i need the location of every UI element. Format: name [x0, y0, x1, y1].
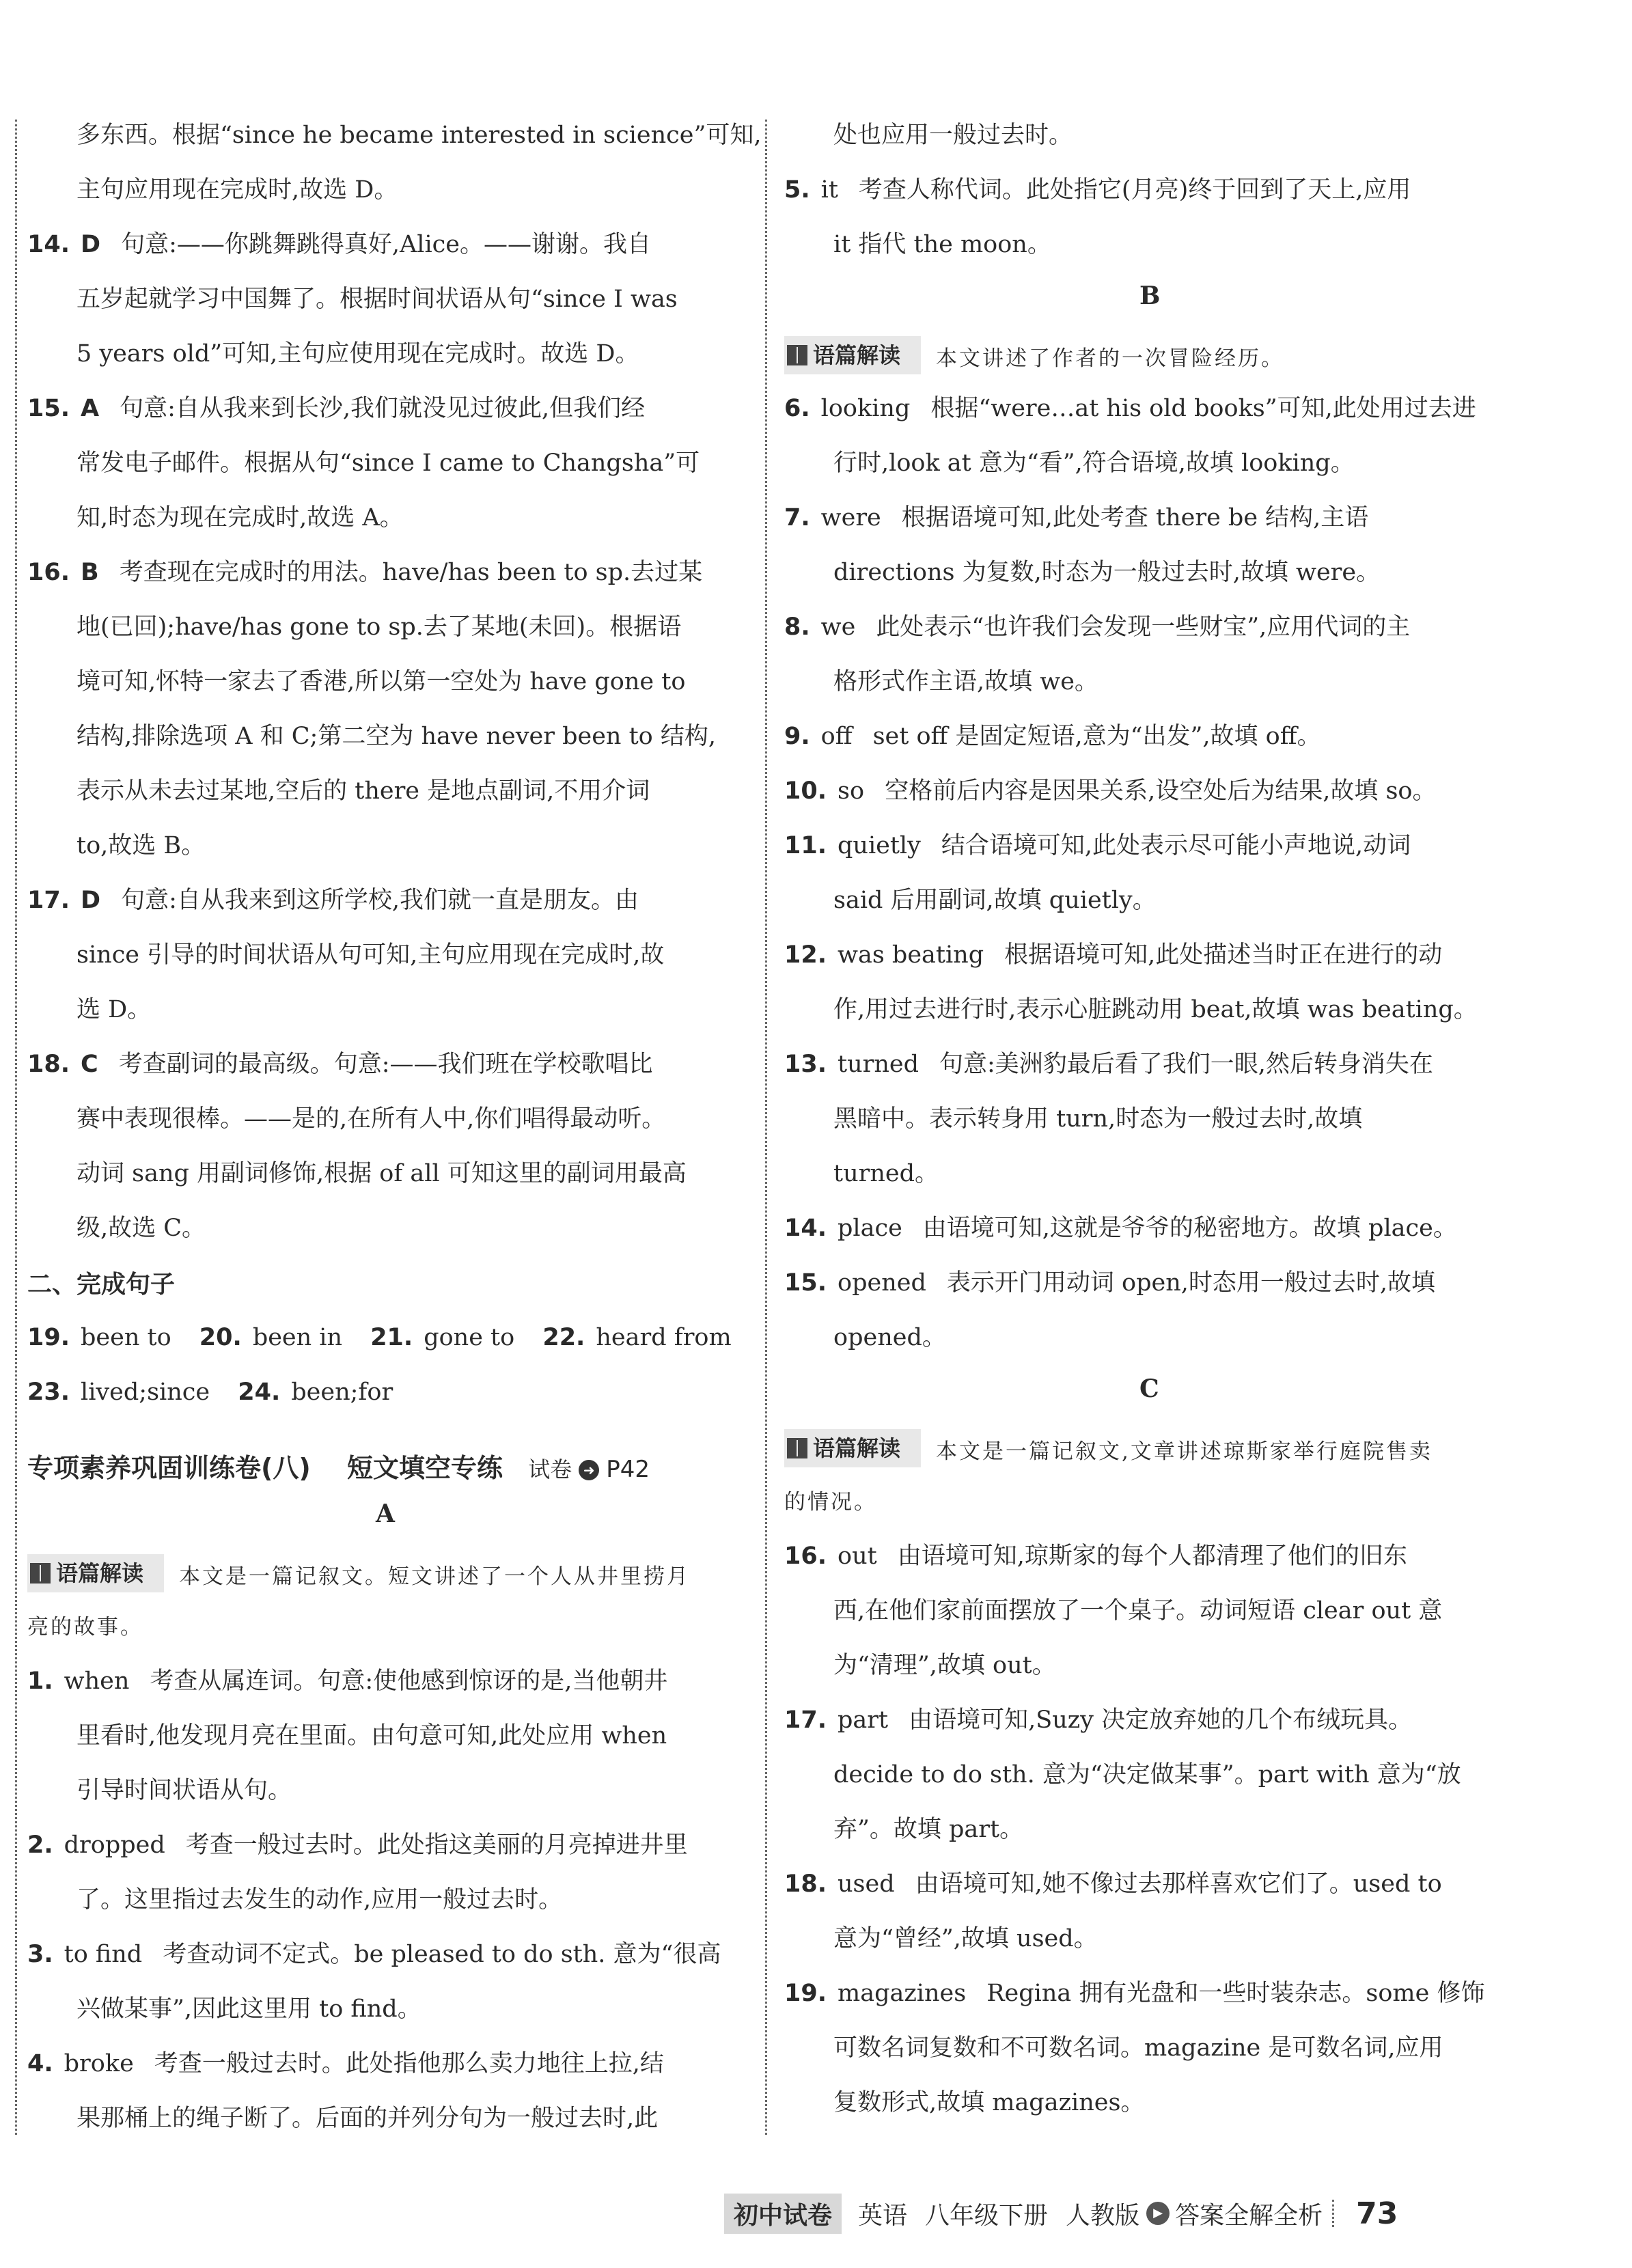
text-line: to,故选 B。	[77, 832, 206, 859]
reading-tag: 语篇解读	[784, 336, 921, 374]
text-line: 知,时态为现在完成时,故选 A。	[77, 504, 404, 531]
text-line: said 后用副词,故填 quietly。	[833, 887, 1157, 914]
text-line: 表示从未去过某地,空后的 there 是地点副词,不用介词	[77, 777, 650, 805]
text-line: 境可知,怀特一家去了香港,所以第一空处为 have gone to	[77, 668, 686, 695]
answer-5: 5. it 考查人称代词。此处指它(月亮)终于回到了天上,应用	[784, 176, 1411, 204]
question-number: 18.	[27, 1051, 70, 1078]
answer-15: 15. opened 表示开门用动词 open,时态用一般过去时,故填	[784, 1269, 1435, 1297]
column-divider	[765, 120, 767, 2135]
answer-word: quietly	[838, 832, 921, 859]
title-sub: 短文填空专练	[346, 1453, 503, 1483]
answer-choice: A	[81, 395, 100, 422]
text-line: 5 years old”可知,主句应使用现在完成时。故选 D。	[77, 340, 639, 368]
part-label: B	[1139, 281, 1161, 310]
answer-word: so	[838, 777, 865, 805]
part-label: C	[1139, 1374, 1159, 1403]
answer-word: we	[820, 613, 856, 641]
answer-4: 4. broke 考查一般过去时。此处指他那么卖力地往上拉,结	[27, 2050, 664, 2077]
paper-ref-label: 试卷	[528, 1456, 572, 1482]
text-line: opened。	[833, 1324, 946, 1351]
reading-analysis: 语篇解读 本文是一篇记叙文,文章讲述琼斯家举行庭院售卖	[784, 1429, 1433, 1469]
text-line: since 引导的时间状语从句可知,主句应用现在完成时,故	[77, 941, 665, 969]
text-line: turned。	[833, 1160, 939, 1187]
text-line: 弃”。故填 part。	[833, 1816, 1024, 1843]
answer-10: 10. so 空格前后内容是因果关系,设空处后为结果,故填 so。	[784, 777, 1437, 805]
text-line: 主句应用现在完成时,故选 D。	[77, 176, 398, 204]
answer-8: 8. we 此处表示“也许我们会发现一些财宝”,应用代词的主	[784, 613, 1411, 641]
book-icon	[787, 345, 807, 365]
arrow-right-icon: ➜	[579, 1460, 599, 1480]
answer-2: 2. dropped 考查一般过去时。此处指这美丽的月亮掉进井里	[27, 1831, 688, 1859]
paper-ref-page: P42	[606, 1456, 650, 1483]
answer-word: off	[820, 723, 853, 750]
answer-word: turned	[838, 1051, 919, 1078]
reading-tag: 语篇解读	[784, 1429, 921, 1467]
answer-9: 9. off set off 是固定短语,意为“出发”,故填 off。	[784, 723, 1321, 750]
text-line: 引导时间状语从句。	[77, 1777, 292, 1804]
text-line: 作,用过去进行时,表示心脏跳动用 beat,故填 was beating。	[833, 996, 1478, 1023]
text-line: 亮的故事。	[27, 1615, 143, 1640]
answer-13: 13. turned 句意:美洲豹最后看了我们一眼,然后转身消失在	[784, 1051, 1433, 1078]
text-line: it 指代 the moon。	[833, 231, 1051, 258]
section-heading: 二、完成句子	[27, 1271, 176, 1299]
text-line: 格形式作主语,故填 we。	[833, 668, 1098, 695]
reading-tag: 语篇解读	[27, 1554, 164, 1592]
answer-word: part	[838, 1706, 889, 1734]
answer-word: to find	[64, 1941, 143, 1968]
question-number: 16.	[27, 559, 70, 586]
answer-word: broke	[64, 2050, 134, 2077]
answer-word: were	[820, 504, 881, 531]
footer-label: 答案全解全析	[1175, 2201, 1323, 2230]
series-brand: 初中试卷	[724, 2194, 842, 2234]
answer-word: used	[838, 1870, 895, 1898]
answer-6: 6. looking 根据“were…at his old books”可知,此处用过去进	[784, 395, 1476, 422]
text-line: 了。这里指过去发生的动作,应用一般过去时。	[77, 1886, 563, 1913]
fill-answers-row: 19. been to 20. been in 21. gone to 22. heard from	[27, 1324, 732, 1351]
answer-choice: B	[81, 559, 99, 586]
answer-12: 12. was beating 根据语境可知,此处描述当时正在进行的动	[784, 941, 1443, 969]
answer-word: looking	[820, 395, 911, 422]
text-line: 里看时,他发现月亮在里面。由句意可知,此处应用 when	[77, 1722, 667, 1750]
book-icon	[787, 1438, 807, 1458]
page-footer	[724, 2193, 1398, 2234]
answer-14: 14. D 句意:——你跳舞跳得真好,Alice。——谢谢。我自	[27, 231, 651, 258]
text-line: 的情况。	[784, 1490, 877, 1515]
answer-19: 19. magazines Regina 拥有光盘和一些时装杂志。some 修饰	[784, 1980, 1485, 2007]
text-line: 黑暗中。表示转身用 turn,时态为一般过去时,故填	[833, 1105, 1363, 1133]
answer-word: it	[820, 176, 838, 204]
text-line: 处也应用一般过去时。	[833, 122, 1073, 149]
text-line: 行时,look at 意为“看”,符合语境,故填 looking。	[833, 450, 1355, 477]
answer-word: place	[838, 1215, 902, 1242]
answer-17: 17. part 由语境可知,Suzy 决定放弃她的几个布绒玩具。	[784, 1706, 1413, 1734]
part-label: A	[376, 1499, 395, 1528]
text-line: 赛中表现很棒。——是的,在所有人中,你们唱得最动听。	[77, 1105, 666, 1133]
question-number: 17.	[27, 887, 70, 914]
answer-word: magazines	[838, 1980, 967, 2007]
answer-18: 18. C 考查副词的最高级。句意:——我们班在学校歌唱比	[27, 1051, 653, 1078]
answer-word: opened	[838, 1269, 926, 1297]
text-line: 意为“曾经”,故填 used。	[833, 1925, 1098, 1952]
answer-16: 16. B 考查现在完成时的用法。have/has been to sp.去过某	[27, 559, 703, 586]
text-line: 果那桶上的绳子断了。后面的并列分句为一般过去时,此	[77, 2105, 659, 2132]
text-line: 兴做某事”,因此这里用 to find。	[77, 1995, 421, 2023]
text-line: 级,故选 C。	[77, 1215, 206, 1242]
answer-choice: D	[81, 231, 101, 258]
book-icon	[30, 1563, 51, 1584]
question-number: 15.	[27, 395, 70, 422]
grade: 八年级下册	[925, 2201, 1049, 2230]
answer-11: 11. quietly 结合语境可知,此处表示尽可能小声地说,动词	[784, 832, 1411, 859]
text-line: 动词 sang 用副词修饰,根据 of all 可知这里的副词用最高	[77, 1160, 687, 1187]
text-line: 选 D。	[77, 996, 152, 1023]
subject: 英语	[858, 2201, 908, 2230]
answer-15: 15. A 句意:自从我来到长沙,我们就没见过彼此,但我们经	[27, 395, 646, 422]
exercise-title	[27, 1447, 650, 1484]
text-line: 为“清理”,故填 out。	[833, 1652, 1056, 1679]
answer-3: 3. to find 考查动词不定式。be pleased to do sth. 意为“很高	[27, 1941, 721, 1968]
reading-analysis: 语篇解读 本文是一篇记叙文。短文讲述了一个人从井里捞月	[27, 1554, 690, 1594]
answer-word: out	[838, 1543, 877, 1570]
edition: 人教版	[1066, 2201, 1140, 2230]
play-icon: ▶	[1146, 2202, 1170, 2225]
answer-14: 14. place 由语境可知,这就是爷爷的秘密地方。故填 place。	[784, 1215, 1457, 1242]
answer-16: 16. out 由语境可知,琼斯家的每个人都清理了他们的旧东	[784, 1543, 1407, 1570]
text-line: 结构,排除选项 A 和 C;第二空为 have never been to 结构,	[77, 723, 716, 750]
answer-7: 7. were 根据语境可知,此处考查 there be 结构,主语	[784, 504, 1369, 531]
text-line: 复数形式,故填 magazines。	[833, 2089, 1145, 2116]
text-line: 可数名词复数和不可数名词。magazine 是可数名词,应用	[833, 2034, 1443, 2062]
text-line: 西,在他们家前面摆放了一个桌子。动词短语 clear out 意	[833, 1597, 1443, 1624]
answer-17: 17. D 句意:自从我来到这所学校,我们就一直是朋友。由	[27, 887, 639, 914]
title-main: 专项素养巩固训练卷(八)	[27, 1453, 311, 1483]
text-line: 多东西。根据“since he became interested in science”可知,	[77, 122, 762, 149]
question-number: 14.	[27, 231, 70, 258]
answer-18: 18. used 由语境可知,她不像过去那样喜欢它们了。used to	[784, 1870, 1442, 1898]
answer-word: was beating	[838, 941, 984, 969]
page-number: 73	[1356, 2196, 1398, 2231]
answer-1: 1. when 考查从属连词。句意:使他感到惊讶的是,当他朝井	[27, 1668, 668, 1695]
text-line: directions 为复数,时态为一般过去时,故填 were。	[833, 559, 1381, 586]
left-margin-dotted-line	[15, 120, 17, 2135]
answer-word: when	[64, 1668, 130, 1695]
answer-choice: C	[81, 1051, 98, 1078]
footer-separator	[1332, 2200, 1336, 2227]
text-line: decide to do sth. 意为“决定做某事”。part with 意为“放	[833, 1761, 1461, 1788]
answer-choice: D	[81, 887, 101, 914]
answer-word: dropped	[64, 1831, 165, 1859]
text-line: 常发电子邮件。根据从句“since I came to Changsha”可	[77, 450, 700, 477]
text-line: 五岁起就学习中国舞了。根据时间状语从句“since I was	[77, 286, 678, 313]
text-line: 地(已回);have/has gone to sp.去了某地(未回)。根据语	[77, 613, 682, 641]
reading-analysis: 语篇解读 本文讲述了作者的一次冒险经历。	[784, 336, 1284, 376]
fill-answers-row: 23. lived;since 24. been;for	[27, 1379, 393, 1406]
